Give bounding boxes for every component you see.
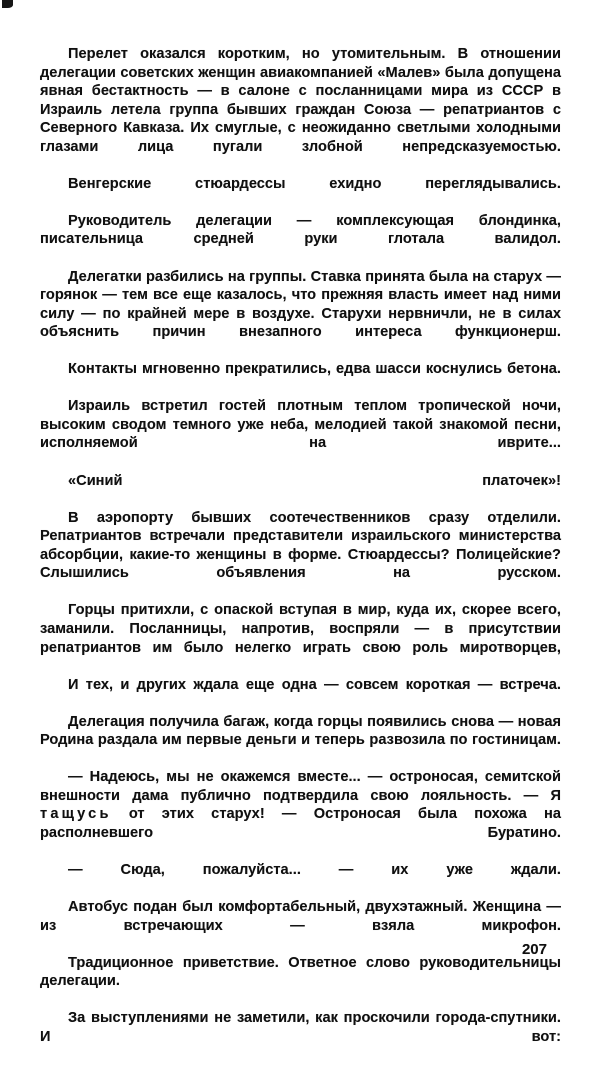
paragraph: Традиционное приветствие. Ответное слово руководительницы делегации.: [40, 954, 561, 990]
paragraph: Перелет оказался коротким, но утомительным. В отношении делегации советских женщин авиакомпанией «Малев» была допущена явная бестактность — в салоне с посланницами мира из СССР в Израиль летела группа бывших граждан Союза — репатриантов с Северного Кавказа. Их смуглые, с неожиданно светлыми холодными глазами лица пугали злобной непредсказуемостью.: [40, 46, 561, 155]
paragraph-with-emphasis: [40, 768, 561, 861]
paragraph: В аэропорту бывших соотечественников сразу отделили. Репатриантов встречали представители израильского министерства абсорбции, какие-то женщины в форме. Стюардессы? Полицейские? Слышились объявления на русском.: [40, 509, 561, 582]
paragraph: Делегация получила багаж, когда горцы появились снова — новая Родина раздала им первые деньги и теперь развозила по гостиницам.: [40, 713, 561, 749]
paragraph: «Синий платочек»!: [68, 472, 561, 489]
paragraph: Автобус подан был комфортабельный, двухэтажный. Женщина — из встречающих — взяла микрофон.: [40, 899, 561, 934]
paragraph: Руководитель делегации — комплексующая блондинка, писательница средней руки глотала валидол.: [40, 212, 561, 248]
dialogue-text-after: от этих старух! — Остроносая была похожа на располневшего Буратино.: [40, 806, 561, 841]
paragraph: — Сюда, пожалуйста... — их уже ждали.: [68, 862, 561, 879]
paragraph: Венгерские стюардессы ехидно переглядывались.: [68, 175, 561, 192]
paragraph: Контакты мгновенно прекратились, едва шасси коснулись бетона.: [68, 361, 561, 378]
paragraph: Горцы притихли, с опаской вступая в мир, куда их, скорее всего, заманили. Посланницы, напротив, воспряли — в присутствии репатриантов им было нелегко играть свою роль миротворцев,: [40, 602, 561, 656]
paragraph: За выступлениями не заметили, как проскочили города-спутники. И вот:: [40, 1010, 561, 1045]
emphasized-word: тащусь: [40, 806, 112, 823]
paragraph: Израиль встретил гостей плотным теплом тропической ночи, высоким сводом темного уже неба, мелодией такой знакомой песни, исполняемой на иврите...: [40, 398, 561, 452]
dialogue-text-before: — Надеюсь, мы не окажемся вместе... — остроносая, семитской внешности дама публично подтвердила свою лояльность. — Я: [40, 769, 561, 804]
paragraph: И тех, и других ждала еще одна — совсем короткая — встреча.: [68, 676, 561, 693]
paragraph: Делегатки разбились на группы. Ставка принята была на старух — горянок — тем все еще казалось, что прежняя власть имеет над ними силу — по крайней мере в воздухе. Старухи нервничли, не в силах объяснить причин внезапного интереса функционерш.: [40, 268, 561, 341]
scan-artifact-speck: [2, 0, 13, 8]
page-number: 207: [521, 941, 547, 958]
body-text-column: [40, 45, 561, 1065]
